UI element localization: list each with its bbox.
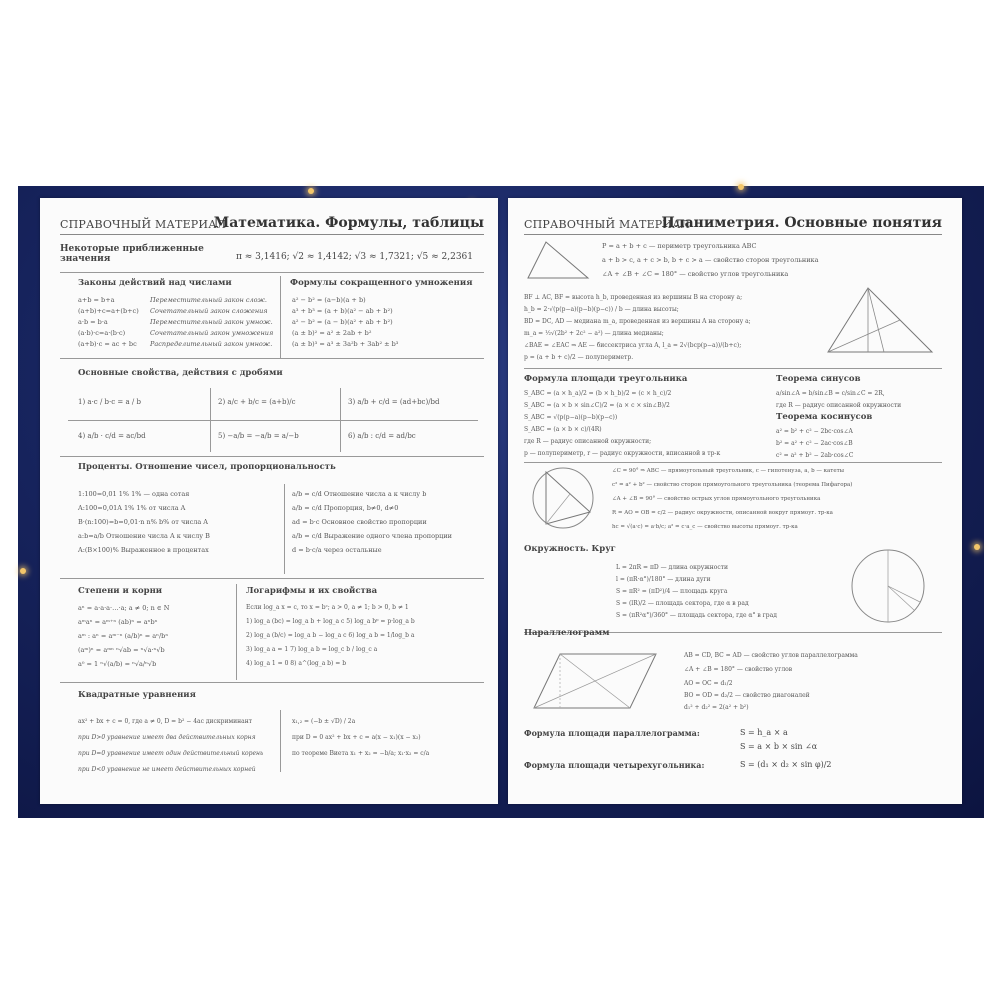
area-rule: S_ABC = √(p(p−a)(p−b)(p−c)) xyxy=(524,414,618,421)
law-desc: Переместительный закон слож. xyxy=(150,296,267,304)
parallelogram-rule: ∠A + ∠B = 180° — свойство углов xyxy=(684,666,793,673)
area-title: Формула площади треугольника xyxy=(524,374,688,384)
right-page-header xyxy=(524,212,942,235)
fraction-rule: 6) a/b : c/d = ad/bc xyxy=(348,432,416,440)
divider xyxy=(68,420,478,421)
cosines-rule: c² = a² + b² − 2ab·cos∠C xyxy=(776,452,854,459)
divider xyxy=(60,456,484,457)
decorative-star xyxy=(974,544,980,550)
parallelogram-rule: AO = OC = d₁/2 xyxy=(684,680,733,687)
right-triangle-rule: ∠A + ∠B = 90° — свойство острых углов прямоугольного треугольника xyxy=(612,496,821,502)
parallelogram-rule: BO = OD = d₂/2 — свойство диагоналей xyxy=(684,692,810,699)
divider xyxy=(280,276,281,358)
circle-rule: L = 2πR = πD — длина окружности xyxy=(616,564,729,571)
quad-rule: ax² + bx + c = 0, где a ≠ 0, D = b² − 4ac дискриминант xyxy=(78,718,253,725)
power-rule: (aᵐ)ⁿ = aᵐⁿ ⁿ√ab = ⁿ√a·ⁿ√b xyxy=(78,646,165,654)
percent-title: Проценты. Отношение чисел, пропорциональность xyxy=(78,462,336,472)
law-formula: a·b = b·a xyxy=(78,318,108,326)
circle-title: Окружность. Круг xyxy=(524,544,616,554)
short-mult-formula: (a ± b)³ = a³ ± 3a²b + 3ab² ± b³ xyxy=(292,340,399,348)
triangle-prop: a + b > c, a + c > b, b + c > a — свойство сторон треугольника xyxy=(602,256,819,264)
right-triangle-rule: hc = √(a·c) = a·b/c; a² = c·a_c — свойство высоты прямоуг. тр-ка xyxy=(612,524,798,530)
parallelogram-area-label: Формула площади параллелограмма: xyxy=(524,728,700,738)
short-mult-formula: (a ± b)² = a² ± 2ab + b² xyxy=(292,329,372,337)
short-mult-formula: a² − b² = (a − b)(a² + ab + b²) xyxy=(292,318,393,326)
area-rule: S_ABC = (a × h_a)/2 = (b × h_b)/2 = (c × h_c)/2 xyxy=(524,390,672,397)
divider xyxy=(60,682,484,683)
power-rule: aⁿ = a·a·a·…·a; a ≠ 0; n ∈ N xyxy=(78,604,170,612)
right-page xyxy=(508,198,962,804)
parallelogram-rule: d₁² + d₂² = 2(a² + b²) xyxy=(684,704,749,711)
right-triangle-rule: R = AO = OB = c/2 — радиус окружности, описанной вокруг прямоуг. тр-ка xyxy=(612,510,833,516)
short-mult-title: Формулы сокращенного умножения xyxy=(290,278,473,288)
powers-title: Степени и корни xyxy=(78,586,163,596)
height-rule: h_b = 2·√(p(p−a)(p−b)(p−c)) / b — длина высоты; xyxy=(524,306,679,313)
circle-rule: l = (πR·α°)/180° — длина дуги xyxy=(616,576,711,583)
parallelogram-title: Параллелограмм xyxy=(524,628,610,638)
quad-title: Квадратные уравнения xyxy=(78,690,196,700)
area-rule: где R — радиус описанной окружности; xyxy=(524,438,652,445)
parallelogram-area-formula: S = a × b × sin ∠α xyxy=(740,742,818,751)
log-rule: Если log_a x = c, то x = bᶜ; a > 0, a ≠ 1; b > 0, b ≠ 1 xyxy=(246,604,409,611)
fraction-rule: 4) a/b · c/d = ac/bd xyxy=(78,432,146,440)
left-page-header xyxy=(60,212,484,235)
percent-row: a:b=a/b Отношение числа A к числу B xyxy=(78,532,210,540)
percent-row: B·(n:100)=b=0,01·n n% b% от числа A xyxy=(78,518,208,526)
approx-values: π ≈ 3,1416; √2 ≈ 1,4142; √3 ≈ 1,7321; √5 ≈ 2,2361 xyxy=(236,252,473,262)
page-title: Математика. Формулы, таблицы xyxy=(213,215,484,231)
height-rule: ∠BAE = ∠EAC ⇒ AE — биссектриса угла A, l_a = 2√(bcp(p−a))/(b+c); xyxy=(524,342,742,349)
percent-row: A:100=0,01A 1% 1% от числа A xyxy=(78,504,186,512)
circle-rule: S = (πR²α°)/360° — площадь сектора, где α° в град xyxy=(616,612,777,619)
short-mult-formula: a² − b² = (a−b)(a + b) xyxy=(292,296,366,304)
area-rule: S_ABC = (a × b × sin∠C)/2 = (a × c × sin∠B)/2 xyxy=(524,402,670,409)
log-rule: 4) log_a 1 = 0 8) a^(log_a b) = b xyxy=(246,660,347,667)
divider xyxy=(236,584,237,680)
divider xyxy=(524,368,942,369)
sines-rule: где R — радиус описанной окружности xyxy=(776,402,902,409)
power-rule: aᵐaⁿ = aᵐ⁺ⁿ (ab)ⁿ = aⁿbⁿ xyxy=(78,618,158,626)
circle-diagram xyxy=(848,546,928,626)
quad-rule: при D>0 уравнение имеет два действительных корня xyxy=(78,734,256,741)
quad-rule: по теореме Виета x₁ + x₂ = −b/a; x₁·x₂ = c/a xyxy=(292,750,430,757)
section-label: СПРАВОЧНЫЙ МАТЕРИАЛ xyxy=(60,218,227,231)
laws-title: Законы действий над числами xyxy=(78,278,232,288)
law-desc: Переместительный закон умнож. xyxy=(150,318,273,326)
log-rule: 1) log_a (bc) = log_a b + log_a c 5) log_a bᵖ = p·log_a b xyxy=(246,618,415,625)
page-title: Планиметрия. Основные понятия xyxy=(661,215,942,231)
fraction-rule: 1) a·c / b·c = a / b xyxy=(78,398,141,406)
right-triangle-rule: ∠C = 90° ⇒ ABC — прямоугольный треугольник, c — гипотенуза, a, b — катеты xyxy=(612,468,845,474)
fraction-rule: 3) a/b + c/d = (ad+bc)/bd xyxy=(348,398,440,406)
proportion-row: d = b·c/a через остальные xyxy=(292,546,382,554)
law-formula: (a+b)·c = ac + bc xyxy=(78,340,137,348)
proportion-row: a/b = c/d Выражение одного члена пропорции xyxy=(292,532,453,540)
log-rule: 2) log_a (b/c) = log_a b − log_a c 6) log_a b = 1/log_b a xyxy=(246,632,415,639)
height-rule: m_a = ½√(2b² + 2c² − a²) — длина медианы; xyxy=(524,330,664,337)
approx-title: Некоторые приближенные значения xyxy=(60,244,204,264)
section-label: СПРАВОЧНЫЙ МАТЕРИАЛ xyxy=(524,218,691,231)
decorative-star xyxy=(20,568,26,574)
law-formula: a+b = b+a xyxy=(78,296,115,304)
divider xyxy=(284,484,285,574)
log-rule: 3) log_a a = 1 7) log_a b = log_c b / log_c a xyxy=(246,646,378,653)
fraction-rule: 2) a/c + b/c = (a+b)/c xyxy=(218,398,296,406)
divider xyxy=(60,578,484,579)
law-desc: Сочетательный закон сложения xyxy=(150,307,268,315)
quad-rule: при D=0 уравнение имеет один действительный корень xyxy=(78,750,264,757)
cosines-rule: b² = a² + c² − 2ac·cos∠B xyxy=(776,440,853,447)
sines-rule: a/sin∠A = b/sin∠B = c/sin∠C = 2R, xyxy=(776,390,885,397)
percent-row: A:(B×100)% Выраженное в процентах xyxy=(78,546,209,554)
decorative-star xyxy=(738,184,744,190)
right-triangle-circle-diagram xyxy=(530,462,596,532)
height-rule: BD = DC, AD — медиана m_a, проведенная из вершины A на сторону a; xyxy=(524,318,751,325)
power-rule: aᵐ : aⁿ = aᵐ⁻ⁿ (a/b)ⁿ = aⁿ/bⁿ xyxy=(78,632,169,640)
proportion-row: a/b = c/d Пропорция, b≠0, d≠0 xyxy=(292,504,399,512)
decorative-star xyxy=(308,188,314,194)
parallelogram-diagram xyxy=(530,650,660,712)
divider xyxy=(280,710,281,772)
circle-rule: S = (lR)/2 — площадь сектора, где α в рад xyxy=(616,600,749,607)
quad-rule: при D<0 уравнение не имеет действительных корней xyxy=(78,766,256,773)
area-rule: S_ABC = (a × b × c)/(4R) xyxy=(524,426,602,433)
short-mult-formula: a³ + b³ = (a + b)(a² − ab + b²) xyxy=(292,307,393,315)
parallelogram-rule: AB = CD, BC = AD — свойство углов параллелограмма xyxy=(684,652,858,659)
right-triangle-rule: c² = a² + b² — свойство сторон прямоугольного треугольника (теорема Пифагора) xyxy=(612,482,853,488)
fractions-title: Основные свойства, действия с дробями xyxy=(78,368,283,378)
law-formula: (a+b)+c=a+(b+c) xyxy=(78,307,139,315)
quadrilateral-area-label: Формула площади четырехугольника: xyxy=(524,760,705,770)
triangle-diagram xyxy=(524,238,594,282)
law-desc: Распределительный закон умнож. xyxy=(150,340,273,348)
height-rule: BF ⊥ AC, BF = высота h_b, проведенная из вершины B на сторону a; xyxy=(524,294,743,301)
proportion-row: ad = b·c Основное свойство пропорции xyxy=(292,518,427,526)
divider xyxy=(60,272,484,273)
left-page xyxy=(40,198,498,804)
proportion-row: a/b = c/d Отношение числа a к числу b xyxy=(292,490,427,498)
area-rule: p — полупериметр, r — радиус окружности, вписанной в тр-к xyxy=(524,450,721,457)
percent-row: 1:100=0,01 1% 1% — одна сотая xyxy=(78,490,190,498)
parallelogram-area-formula: S = h_a × a xyxy=(740,728,788,737)
law-formula: (a·b)·c=a·(b·c) xyxy=(78,329,126,337)
cosines-title: Теорема косинусов xyxy=(776,412,873,422)
logs-title: Логарифмы и их свойства xyxy=(246,586,378,596)
law-desc: Сочетательный закон умножения xyxy=(150,329,274,337)
power-rule: a⁰ = 1 ⁿ√(a/b) = ⁿ√a/ⁿ√b xyxy=(78,660,157,668)
divider xyxy=(60,358,484,359)
triangle-prop: P = a + b + c — периметр треугольника ABC xyxy=(602,242,757,250)
height-rule: p = (a + b + c)/2 — полупериметр. xyxy=(524,354,634,361)
quad-rule: при D = 0 ax² + bx + c = a(x − x₁)(x − x₂) xyxy=(292,734,421,741)
quad-rule: x₁,₂ = (−b ± √D) / 2a xyxy=(292,718,356,725)
triangle-prop: ∠A + ∠B + ∠C = 180° — свойство углов треугольника xyxy=(602,270,789,278)
circle-rule: S = πR² = (πD²)/4 — площадь круга xyxy=(616,588,728,595)
sines-title: Теорема синусов xyxy=(776,374,861,384)
triangle-heights-diagram xyxy=(824,284,936,356)
fraction-rule: 5) −a/b = −a/b = a/−b xyxy=(218,432,299,440)
cosines-rule: a² = b² + c² − 2bc·cos∠A xyxy=(776,428,853,435)
quadrilateral-area-formula: S = (d₁ × d₂ × sin φ)/2 xyxy=(740,760,832,769)
